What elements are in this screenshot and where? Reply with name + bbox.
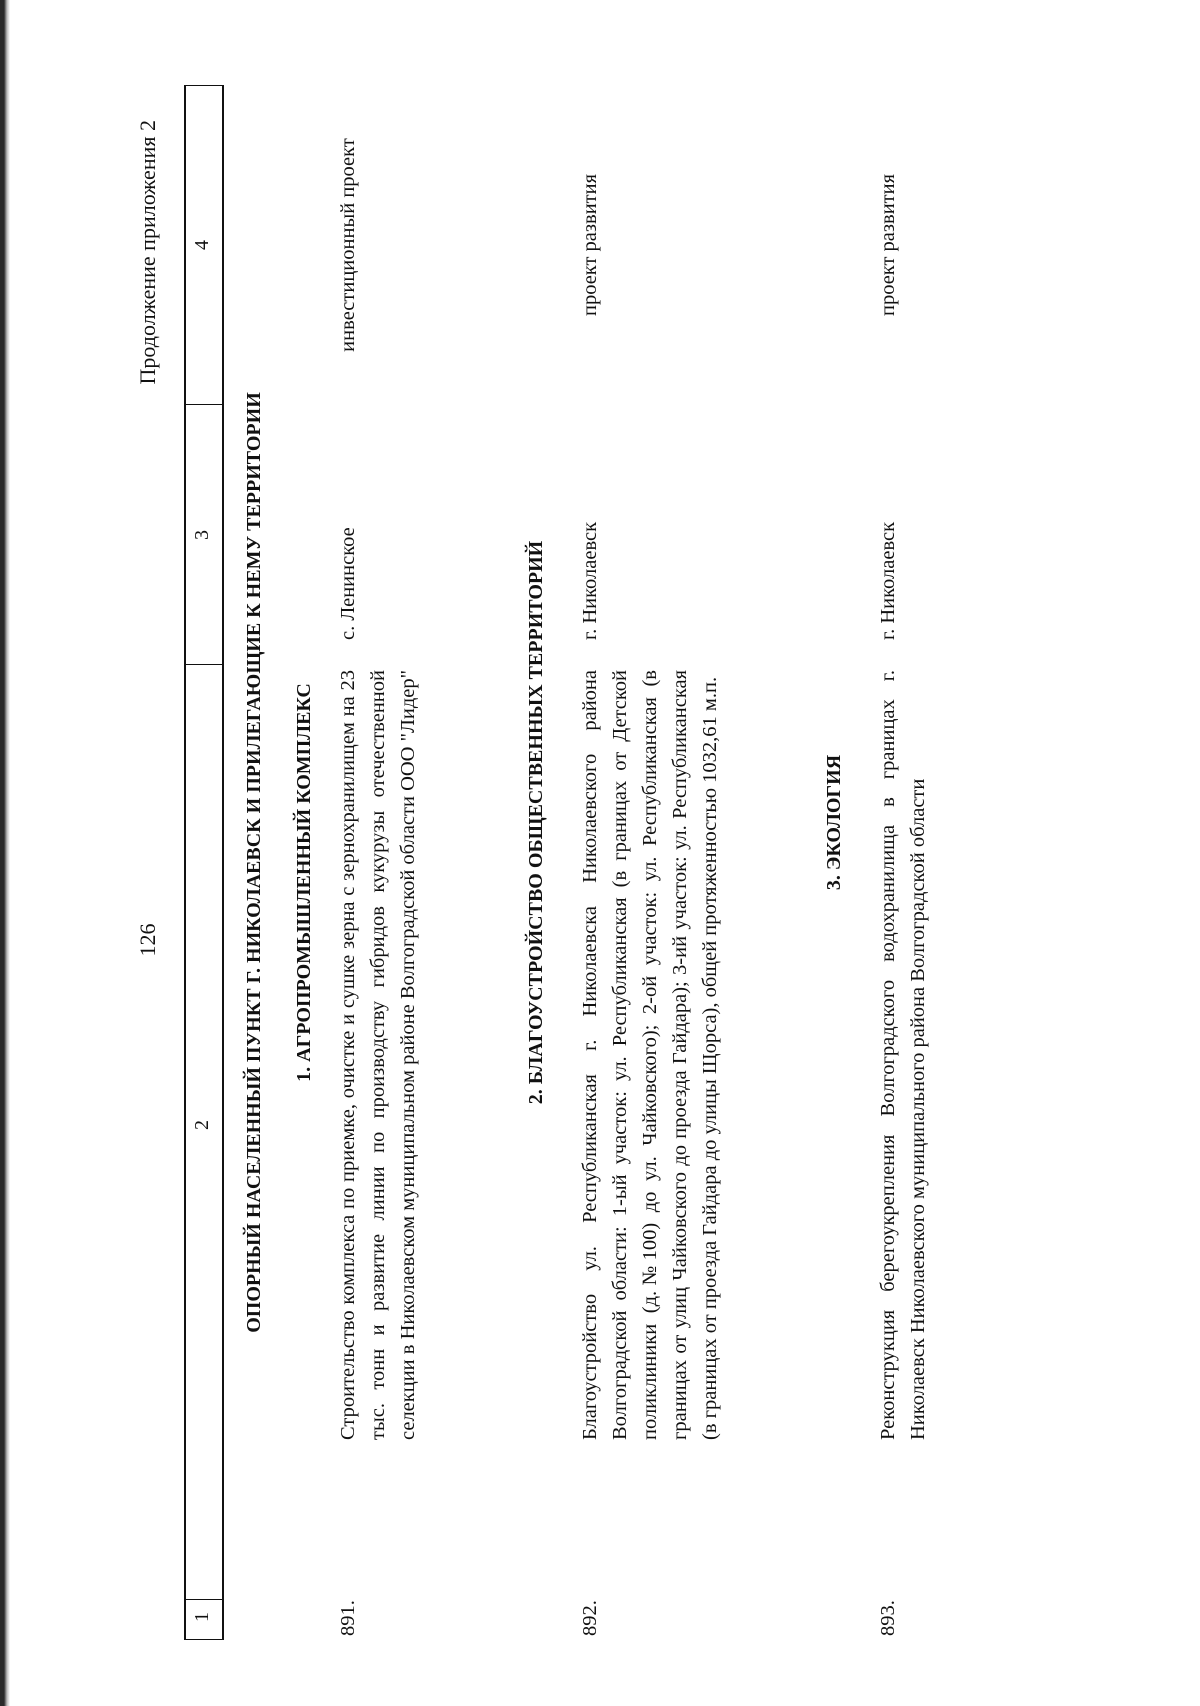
table-header-row [184,85,224,1640]
column-header-1: 1 [191,1612,213,1622]
row-place: г. Николаевск [877,521,899,640]
row-description: Благоустройство ул. Республиканская г. Николаевска Николаевского района Волгоградской области: 1-ый участок: ул. Республиканская (в границах от Детской поликлиники (д.№100) до ул. Чайковского); 2-ой участок: ул. Республиканская (в границах от улиц Чайковского до проезда Гайдара); 3-ий участок: ул. Республиканская (в границах от проезда Гайдара до улицы Щорса), общей протяженностью 1032,61 м.п. [579,670,721,1440]
row-description: Строительство комплекса по приемке, очистке и сушке зерна с зернохранилищем на 23 тыс. тонн и развитие линии по производству гибридов кукурузы отечественной селекции в Николаевском муниципальном районе Волгоградской области ООО "Лидер" [337,669,419,1440]
main-title: ОПОРНЫЙ НАСЕЛЕННЫЙ ПУНКТ Г. НИКОЛАЕВСК И ПРИЛЕГАЮЩИЕ К НЕМУ ТЕРРИТОРИИ [243,392,265,1333]
column-divider [186,404,222,405]
row-type: проект развития [579,173,601,317]
row-description: Реконструкция берегоукрепления Волгоградского водохранилища в границах г. Николаевск Николаевского муниципального района Волгоградской области [877,670,929,1440]
column-header-4: 4 [191,240,213,250]
column-divider [186,1639,222,1640]
rotated-page [135,80,1145,1640]
running-head: Продолжение приложения 2 [135,120,160,385]
section-title-ecology: 3. ЭКОЛОГИЯ [823,754,845,891]
column-header-3: 3 [191,530,213,540]
section-title-improvement: 2. БЛАГОУСТРОЙСТВО ОБЩЕСТВЕННЫХ ТЕРРИТОРИЙ [525,540,547,1105]
page-number: 126 [135,923,160,957]
column-divider [186,85,222,86]
row-place: г. Николаевск [579,521,601,640]
row-place: с. Ленинское [337,527,359,640]
column-header-2: 2 [191,1120,213,1130]
row-type: инвестиционный проект [337,138,359,352]
column-divider [186,1599,222,1600]
row-number: 892. [579,1600,601,1636]
row-number: 891. [337,1600,359,1636]
row-number: 893. [877,1600,899,1636]
section-title-agro: 1. АГРОПРОМЫШЛЕННЫЙ КОМПЛЕКС [293,683,315,1082]
scan-edge [0,0,10,1706]
row-type: проект развития [877,173,899,317]
column-divider [186,664,222,665]
